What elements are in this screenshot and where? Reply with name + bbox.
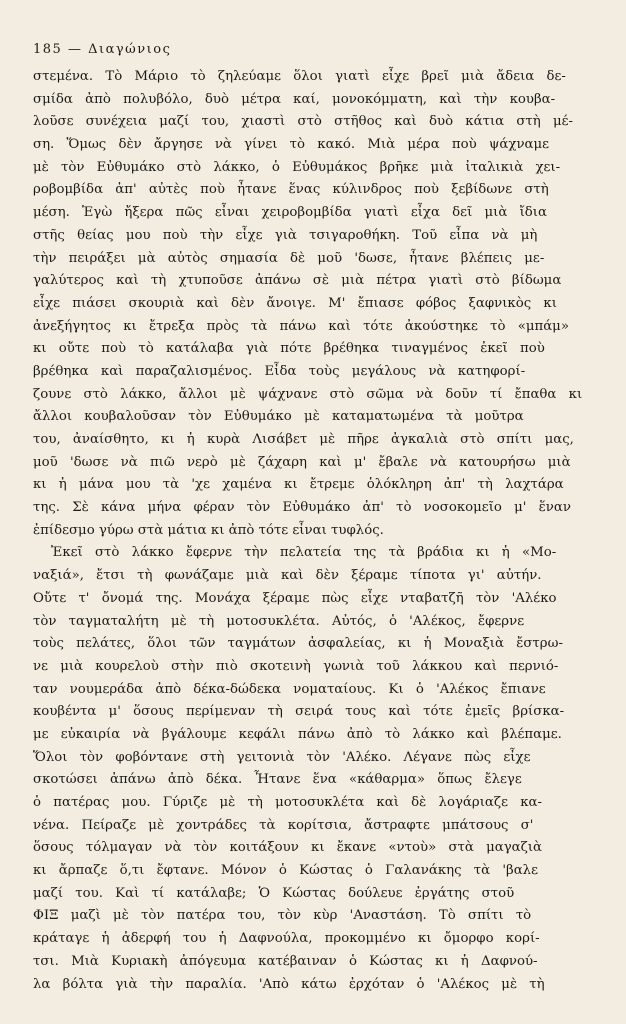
text-line: ταν νουμεράδα ἀπὸ δέκα-δώδεκα νοματαίους. Κι ὁ 'Αλέκος ἔπιανε [33,681,546,697]
text-line: κουβέντα μ' ὅσους περίμεναν τὴ σειρά τους καὶ τότε ἐμεῖς βρίσκα- [33,704,565,720]
text-line: ἄλλοι κουβαλοῦσαν τὸν Εὐθυμάκο μὲ καταματωμένα τὰ μοῦτρα [33,409,524,425]
text-line: με εὐκαιρία νὰ βγάλουμε κεφάλι πάνω ἀπὸ τὸ λάκκο καὶ βλέπαμε. [33,726,562,742]
text-line: σκοτώσει ἀπάνω ἀπὸ δέκα. Ἦτανε ἕνα «κάθαρμα» ὅπως ἔλεγε [33,772,522,788]
text-line: ζουνε στὸ λάκκο, ἄλλοι μὲ ψάχνανε στὸ σῶμα νὰ δοῦν τί ἔπαθα κι [33,386,583,402]
text-line: τσι. Μιὰ Κυριακὴ ἀπόγευμα κατέβαιναν ὁ Κώστας κι ἡ Δαφνού- [33,953,538,969]
text-line: τὴν πειράξει μὰ αὐτὸς σημασία δὲ μοῦ 'δωσε, ἦτανε βλέπεις με- [33,250,545,266]
text-line: βρέθηκα καὶ παραζαλισμένος. Εἶδα τοὺς μεγάλους νὰ κατηφορί- [33,363,526,379]
text-line: λοῦσε συνέχεια μαζί του, χιαστὶ στὸ στῆθος καὶ δυὸ κάτια στὴ μέ- [33,114,574,130]
text-line: Ἐκεῖ στὸ λάκκο ἔφερνε τὴν πελατεία της τὰ βράδια κι ἡ «Μο- [51,545,557,561]
text-line: τοὺς πελάτες, ὅλοι τῶν ταγμάτων ἀσφαλείας, κι ἡ Μοναξιὰ ἔστρω- [33,636,563,652]
text-line: ροβομβίδα ἀπ' αὐτὲς ποὺ ἦτανε ἕνας κύλινδρος ποὺ ξεβίδωνε στὴ [33,182,549,198]
text-line: της. Σὲ κάνα μήνα φέραν τὸν Εὐθυμάκο ἀπ' τὸ νοσοκομεῖο μ' ἕναν [33,500,571,516]
text-line: μὲ τὸν Εὐθυμάκο στὸ λάκκο, ὁ Εὐθυμάκος βρῆκε μιὰ ἰταλικιὰ χει- [33,159,561,175]
text-line: Ὅλοι τὸν φοβόντανε στὴ γειτονιὰ τὸν 'Αλέκο. Λέγανε πὼς εἶχε [33,749,531,765]
text-line: μοῦ 'δωσε νὰ πιῶ νερὸ μὲ ζάχαρη καὶ μ' ἔβαλε νὰ κατουρήσω μιὰ [33,454,571,470]
text-line: νένα. Πείραζε μὲ χοντράδες τὰ κορίτσια, ἄστραφτε μπάτσους σ' [33,817,534,833]
text-line: μαζί του. Καὶ τί κατάλαβε; Ὁ Κώστας δούλευε ἐργάτης στοῦ [33,885,515,901]
text-line: λα βόλτα γιὰ τὴν παραλία. 'Απὸ κάτω ἐρχόταν ὁ 'Αλέκος μὲ τὴ [33,976,545,992]
text-line: ναξιά», ἔτσι τὴ φωνάζαμε μιὰ καὶ δὲν ξέραμε τίποτα γι' αὐτήν. [33,568,542,584]
text-line: τὸν ταγματαλήτη μὲ τὴ μοτοσυκλέτα. Αὐτός, ὁ 'Αλέκος, ἔφερνε [33,613,525,629]
running-title: Διαγώνιος [88,42,172,57]
text-line: ΦΙΞ μαζὶ μὲ τὸν πατέρα του, τὸν κὺρ 'Αναστάση. Τὸ σπίτι τὸ [33,908,532,924]
page-number: 185 [33,42,63,57]
running-header [33,42,171,57]
text-line: γαλύτερος καὶ τὴ χτυποῦσε ἀπάνω σὲ μιὰ πέτρα γιατὶ στὸ βίδωμα [33,273,562,289]
text-line: ὅσους τόλμαγαν νὰ τὸν κοιτάξουν κι ἔκανε «ντοὺ» στὰ μαγαζιὰ [33,840,543,856]
text-line: κράταγε ἡ ἀδερφή του ἡ Δαφνούλα, προκομμένο κι ὄμορφο κορί- [33,931,540,947]
text-line: του, ἀναίσθητο, κι ἡ κυρὰ Λισάβετ μὲ πῆρε ἀγκαλιὰ στὸ σπίτι μας, [33,432,574,447]
text-line: κι ἄρπαζε ὅ,τι ἔφτανε. Μόνον ὁ Κώστας ὁ Γαλανάκης τὰ 'βαλε [33,863,538,879]
text-line: στεμένα. Τὸ Μάριο τὸ ζηλεύαμε ὅλοι γιατὶ εἶχε βρεῖ μιὰ ἄδεια δε- [33,69,566,84]
text-line: σμίδα ἀπὸ πολυβόλο, δυὸ μέτρα καί, μονοκόμματη, καὶ τὴν κουβα- [33,91,556,107]
text-line: στῆς θείας μου ποὺ τὴν εἶχε γιὰ τσιγαροθήκη. Τοῦ εἶπα νὰ μὴ [33,227,538,243]
header-separator: — [67,42,83,57]
text-line: ἐπίδεσμο γύρω στὰ μάτια κι ἀπὸ τότε εἶναι τυφλός. [33,522,384,538]
text-line: ὁ πατέρας μου. Γύριζε μὲ τὴ μοτοσυκλέτα καὶ δὲ λογάριαζε κα- [33,795,542,810]
text-line: εἶχε πιάσει σκουριὰ καὶ δὲν ἄνοιγε. Μ' ἔπιασε φόβος ξαφνικὸς κι [33,295,557,311]
text-line: Οὔτε τ' ὄνομά της. Μονάχα ξέραμε πὼς εἶχε νταβατζῆ τὸν 'Αλέκο [33,590,557,606]
text-line: ἀνεξήγητος κι ἔτρεξα πρὸς τὰ πάνω καὶ τότε ἀκούστηκε τὸ «μπάμ» [33,318,569,334]
text-line: κι οὔτε ποὺ τὸ κατάλαβα γιὰ πότε βρέθηκα τιναγμένος ἐκεῖ ποὺ [33,341,545,357]
text-line: μέση. Ἐγὼ ἤξερα πῶς εἶναι χειροβομβίδα γιατὶ εἶχα δεῖ μιὰ ἴδια [33,205,547,221]
text-line: νε μιὰ κουρελοὺ στὴν πιὸ σκοτεινὴ γωνιὰ τοῦ λάκκου καὶ περνιό- [33,658,559,674]
text-line: κι ἡ μάνα μου τὰ 'χε χαμένα κι ἔτρεμε ὁλόκληρη ἀπ' τὴ λαχτάρα [33,477,564,493]
body-text [33,66,611,996]
text-line: ση. Ὅμως δὲν ἄργησε νὰ γίνει τὸ κακό. Μιὰ μέρα ποὺ ψάχναμε [33,137,550,153]
